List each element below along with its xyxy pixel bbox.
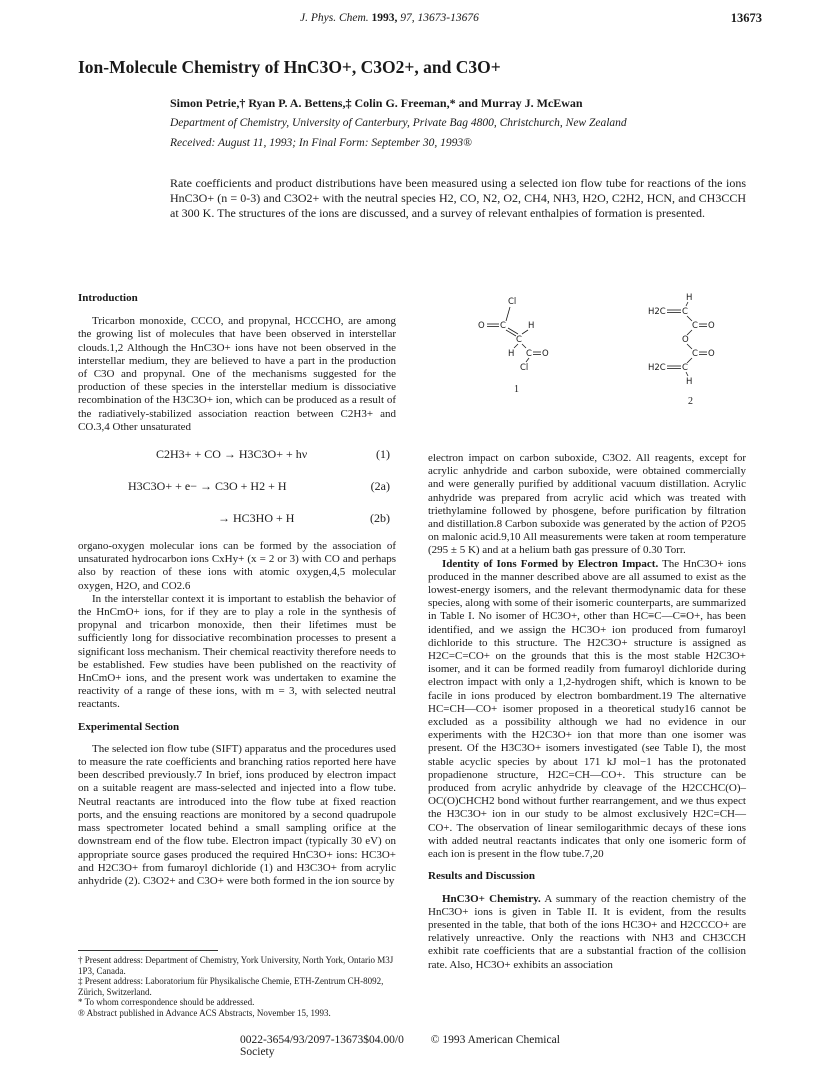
equation-2b-number: (2b) [370,511,390,526]
footnote-1: † Present address: Department of Chemistry, York University, North York, Ontario M3J 1P3, Canada. [78,955,394,976]
atom-label: H [528,321,535,331]
atom-label: C [682,363,688,373]
equation-2b-text: → HC3HO + H [218,511,295,526]
atom-label: C [692,349,698,359]
journal-citation [300,12,479,24]
atom-label: O [478,321,485,331]
equation-1 [78,444,396,466]
abstract: Rate coefficients and product distributions have been measured using a selected ion flow tube for reactions of the ions HnC3O+ (n = 0-3) and C3O2+ with the neutral species H2, CO, N2, O2, CH4, NH3, H2O, C2H2, HCN, and CH3CCH at 300 K. The structures of the ions are discussed, and a survey of relevant enthalpies of formation is presented. [170,176,746,220]
equation-2a-text: H3C3O+ + e− → C3O + H2 + H [128,479,287,494]
journal-volume: 97, [400,12,415,24]
identity-heading: Identity of Ions Formed by Electron Impact. [442,557,659,570]
footnote-3: * To whom correspondence should be addressed. [78,997,255,1007]
identity-body: The HnC3O+ ions produced in the manner described above are all assumed to exist as the lowest-energy isomers, and the relevant thermodynamic data for these species, along with some of their isomeric counterparts, are summarized in Table I. No isomer of HC3O+, other than HC≡C—C≡O+, has been identified, and we assign the HC3O+ ion produced from fumaroyl dichloride to this structure. The H2C3O+ structure is assigned as H2C=C=CO+ on the grounds that this is the most stable H2C3O+ isomer, and it can be formed readily from fumaroyl dichloride during electron impact with only a 1,2-hydrogen shift, which is known to be facile in ions produced by electron bombardment.19 The alternative HC=CH—CO+ isomer proposed in a theoretical study16 cannot be excluded as a possibility although we had no evidence in our experiments with the H2C3O+ ion that more than one isomer was present. Of the H3C3O+ isomers investigated (see Table I), the most stable acyclic species by about 171 kJ mol−1 has the protonated propadienone structure, H2C=CH—CO+. This structure can be produced from acrylic anhydride by cleavage of the H2CCHC(O)–OC(O)CHCH2 bond without further rearrangement, and we thus expect the H3C3O+ ion in our study to be almost exclusively H2C=CH—CO+. The observation of linear semilogarithmic decays of these ions with added neutral reactants indicates that only one isomeric form of each ion is present in the flow tube.7,20 [428,557,746,861]
atom-label: H2C [648,307,666,317]
intro-paragraph-2: organo-oxygen molecular ions can be formed by the association of unsaturated hydrocarbon ions CxHy+ (x = 2 or 3) with CO and perhaps also by reaction of these ions with atomic oxygen,4,5 molecular oxygen, H2O, and CO2.6 [78,540,396,592]
footnote-2: ‡ Present address: Laboratorium für Physikalische Chemie, ETH-Zentrum CH-8092, Zürich, Switzerland. [78,976,384,997]
atom-label: O [682,335,689,345]
footnote-rule [78,950,218,951]
journal-name: J. Phys. Chem. [300,12,369,24]
intro-paragraph-3: In the interstellar context it is important to establish the behavior of the HnCmO+ ions, for if they are to play a role in the synthesis of propynal and tricarbon monoxide, then their lifetimes must be sufficiently long for dissociative recombination processes to present a significant loss mechanism. Their chemical reactivity therefore needs to be established. Few studies have been published on the reactivity of HnCmO+ ions, and the present work was undertaken to examine the reactivity of a range of these ions, with m = 3, with selected neutral reactants. [78,592,396,711]
equation-2a [78,476,396,498]
equation-1-number: (1) [376,447,390,462]
atom-label: C [692,321,698,331]
structure-2-label: 2 [688,396,693,407]
atom-label: Cl [508,297,517,307]
hnc3o-body: A summary of the reaction chemistry of the HnC3O+ ions is given in Table II. It is evident, from the results presented in the table, that both of the ions HC3O+ and H2CCCO+ are relatively unreactive. Only the reactions with NH3 and CH3CCH exhibit rate coefficients that are a substantial fraction of the collision rate. Also, HC3O+ exhibits an association [428,892,747,971]
atom-label: C [516,335,522,345]
affiliation: Department of Chemistry, University of Canterbury, Private Bag 4800, Christchurch, New Zealand [170,117,627,129]
journal-year: 1993, [371,12,398,24]
equation-1-text: C2H3+ + CO → H3C3O+ + hν [156,447,308,462]
left-column [78,292,396,888]
atom-label: H [686,293,693,303]
journal-pages: 13673-13676 [417,12,479,24]
atom-label: Cl [520,363,529,373]
atom-label: O [542,349,549,359]
article-code: 0022-3654/93/2097-13673$04.00/0 [240,1034,404,1046]
hnc3o-heading: HnC3O+ Chemistry. [442,892,541,905]
hnc3o-paragraph [428,893,746,972]
atom-label: O [708,321,715,331]
experimental-paragraph-1: The selected ion flow tube (SIFT) apparatus and the procedures used to measure the rate coefficients and branching ratios reported here have been described previously.7 In brief, ions produced by electron impact on a suitable reagent are mass-selected and injected into a flow tube. Neutral reactants are introduced into the flow tube at fixed reaction ports, and the ensuing reactions are monitored by a second quadrupole mass spectrometer located behind a small sampling orifice at the downstream end of the flow tube. Electron impact (typically 30 eV) on appropriate source gases produced the required HnC3O+ ions: HC3O+ and H2C3O+ from fumaroyl dichloride (1) and H3C3O+ from acrylic anhydride (2). C3O2+ and C3O+ were both formed in the ion source by [78,742,396,887]
paper-title: Ion-Molecule Chemistry of HnC3O+, C3O2+, and C3O+ [78,57,501,77]
atom-label: C [500,321,506,331]
atom-label: C [682,307,688,317]
intro-paragraph-1: Tricarbon monoxide, CCCO, and propynal, HCCCHO, are among the growing list of molecules that have been observed in interstellar clouds.1,2 Although the HnC3O+ ions have not been observed in the interstellar medium, they are believed to have a part in the production of C3O and propynal. One of the mechanisms suggested for the production of these species in the interstellar medium is dissociative recombination of the H3C3O+ ion, which can be produced as a result of the radiatively-stabilized association reaction between C2H3+ and CO.3,4 Other unsaturated [78,315,396,433]
structure-2 [648,293,715,407]
author-list: Simon Petrie,† Ryan P. A. Bettens,‡ Colin G. Freeman,* and Murray J. McEwan [170,96,583,110]
structure-1 [478,297,549,395]
identity-paragraph [428,558,746,862]
atom-label: H2C [648,363,666,373]
atom-label: H [686,377,693,387]
atom-label: C [526,349,532,359]
equation-2a-number: (2a) [370,479,390,494]
atom-label: O [708,349,715,359]
section-heading-introduction: Introduction [78,292,138,304]
section-heading-results: Results and Discussion [428,870,535,883]
structure-1-label: 1 [514,384,519,395]
copyright: © 1993 American Chemical Society [240,1034,560,1058]
page-footer [240,1034,580,1058]
structure-diagrams [470,286,730,436]
footnotes [78,950,396,1018]
footnote-4: ® Abstract published in Advance ACS Abstracts, November 15, 1993. [78,1007,331,1018]
received-dates: Received: August 11, 1993; In Final Form: September 30, 1993® [170,137,472,149]
page-number: 13673 [730,11,762,25]
equation-2b [78,508,396,530]
atom-label: H [508,349,515,359]
section-heading-experimental: Experimental Section [78,720,180,733]
methods-continued-paragraph: electron impact on carbon suboxide, C3O2. All reagents, except for acrylic anhydride and carbon suboxide, were obtained commercially and were generally purified by additional vacuum distillation. Acrylic anhydride was prepared from acrylic acid which was treated with triethylamine followed by phosgene, before purification by filtration and distillation.8 Carbon suboxide was generated by the action of P2O5 on malonic acid.9,10 All measurements were taken at room temperature (295 ± 5 K) and at a helium bath gas pressure of 0.30 Torr. [428,452,746,557]
right-column [428,452,746,972]
